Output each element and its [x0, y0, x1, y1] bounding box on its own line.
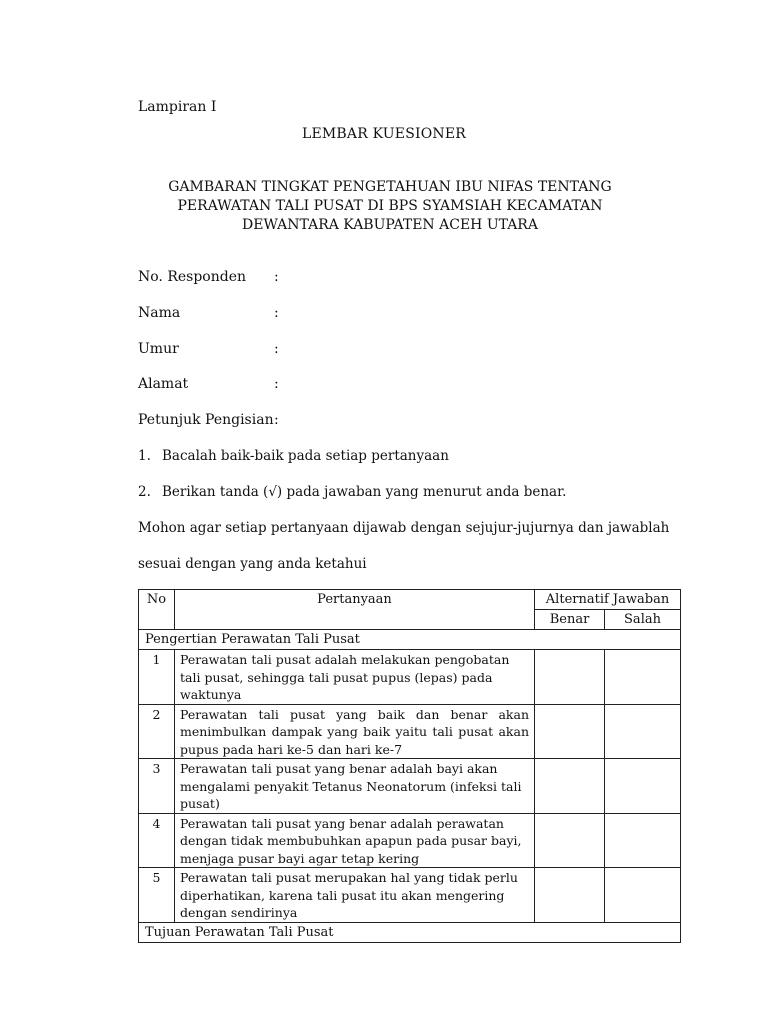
header-no: No — [139, 590, 175, 630]
answer-salah-cell[interactable] — [605, 650, 681, 705]
instruction-text: Berikan tanda (√) pada jawaban yang menurut anda benar. — [162, 484, 567, 500]
field-colon: : — [274, 376, 279, 392]
questionnaire-subtitle — [160, 178, 620, 235]
field-label-instructions: Petunjuk Pengisian — [138, 412, 274, 428]
section-row — [139, 630, 681, 650]
answer-benar-cell[interactable] — [535, 759, 605, 814]
answer-salah-cell[interactable] — [605, 704, 681, 759]
section-title: Pengertian Perawatan Tali Pusat — [139, 630, 681, 650]
answer-benar-cell[interactable] — [535, 704, 605, 759]
field-colon: : — [274, 305, 279, 321]
question-text: Perawatan tali pusat yang benar adalah bayi akan mengalami penyakit Tetanus Neonatorum (infeksi tali pusat) — [175, 759, 535, 814]
field-label-respondent-no: No. Responden — [138, 269, 247, 285]
plea-line: Mohon agar setiap pertanyaan dijawab dengan sejujur-jujurnya dan jawablah — [138, 520, 670, 536]
question-number: 5 — [139, 868, 175, 923]
page-title: LEMBAR KUESIONER — [301, 126, 467, 142]
table-row — [139, 704, 681, 759]
header-salah: Salah — [605, 610, 681, 630]
question-number: 3 — [139, 759, 175, 814]
section-title: Tujuan Perawatan Tali Pusat — [139, 922, 681, 942]
plea-line: sesuai dengan yang anda ketahui — [138, 556, 367, 572]
question-text: Perawatan tali pusat yang benar adalah perawatan dengan tidak membubuhkan apapun pada pusar bayi, menjaga pusar bayi agar tetap kering — [175, 813, 535, 868]
table-row — [139, 813, 681, 868]
field-colon: : — [274, 341, 279, 357]
answer-salah-cell[interactable] — [605, 759, 681, 814]
header-question: Pertanyaan — [175, 590, 535, 630]
field-colon: : — [274, 269, 279, 285]
answer-salah-cell[interactable] — [605, 813, 681, 868]
section-row — [139, 922, 681, 942]
subtitle-line: DEWANTARA KABUPATEN ACEH UTARA — [242, 217, 538, 233]
appendix-label: Lampiran I — [138, 99, 217, 115]
header-benar: Benar — [535, 610, 605, 630]
table-header-row — [139, 590, 681, 610]
field-label-age: Umur — [138, 341, 179, 357]
answer-benar-cell[interactable] — [535, 813, 605, 868]
instruction-item — [138, 484, 566, 500]
table-row — [139, 650, 681, 705]
table-row — [139, 759, 681, 814]
subtitle-line: GAMBARAN TINGKAT PENGETAHUAN IBU NIFAS TENTANG — [168, 179, 612, 195]
question-text: Perawatan tali pusat merupakan hal yang tidak perlu diperhatikan, karena tali pusat itu akan mengering dengan sendirinya — [175, 868, 535, 923]
header-alternatives: Alternatif Jawaban — [535, 590, 681, 610]
answer-benar-cell[interactable] — [535, 650, 605, 705]
field-label-address: Alamat — [138, 376, 189, 392]
answer-benar-cell[interactable] — [535, 868, 605, 923]
instruction-item — [138, 448, 449, 464]
table-row — [139, 868, 681, 923]
instruction-number: 2. — [138, 484, 151, 500]
questionnaire-table — [138, 589, 681, 943]
answer-salah-cell[interactable] — [605, 868, 681, 923]
subtitle-line: PERAWATAN TALI PUSAT DI BPS SYAMSIAH KECAMATAN — [177, 198, 603, 214]
field-colon: : — [274, 412, 279, 428]
instruction-text: Bacalah baik-baik pada setiap pertanyaan — [162, 448, 449, 464]
question-number: 4 — [139, 813, 175, 868]
question-number: 1 — [139, 650, 175, 705]
question-text: Perawatan tali pusat yang baik dan benar akan menimbulkan dampak yang baik yaitu tali pusat akan pupus pada hari ke-5 dan hari ke-7 — [175, 704, 535, 759]
field-label-name: Nama — [138, 305, 181, 321]
question-number: 2 — [139, 704, 175, 759]
instruction-number: 1. — [138, 448, 151, 464]
question-text: Perawatan tali pusat adalah melakukan pengobatan tali pusat, sehingga tali pusat pupus (lepas) pada waktunya — [175, 650, 535, 705]
